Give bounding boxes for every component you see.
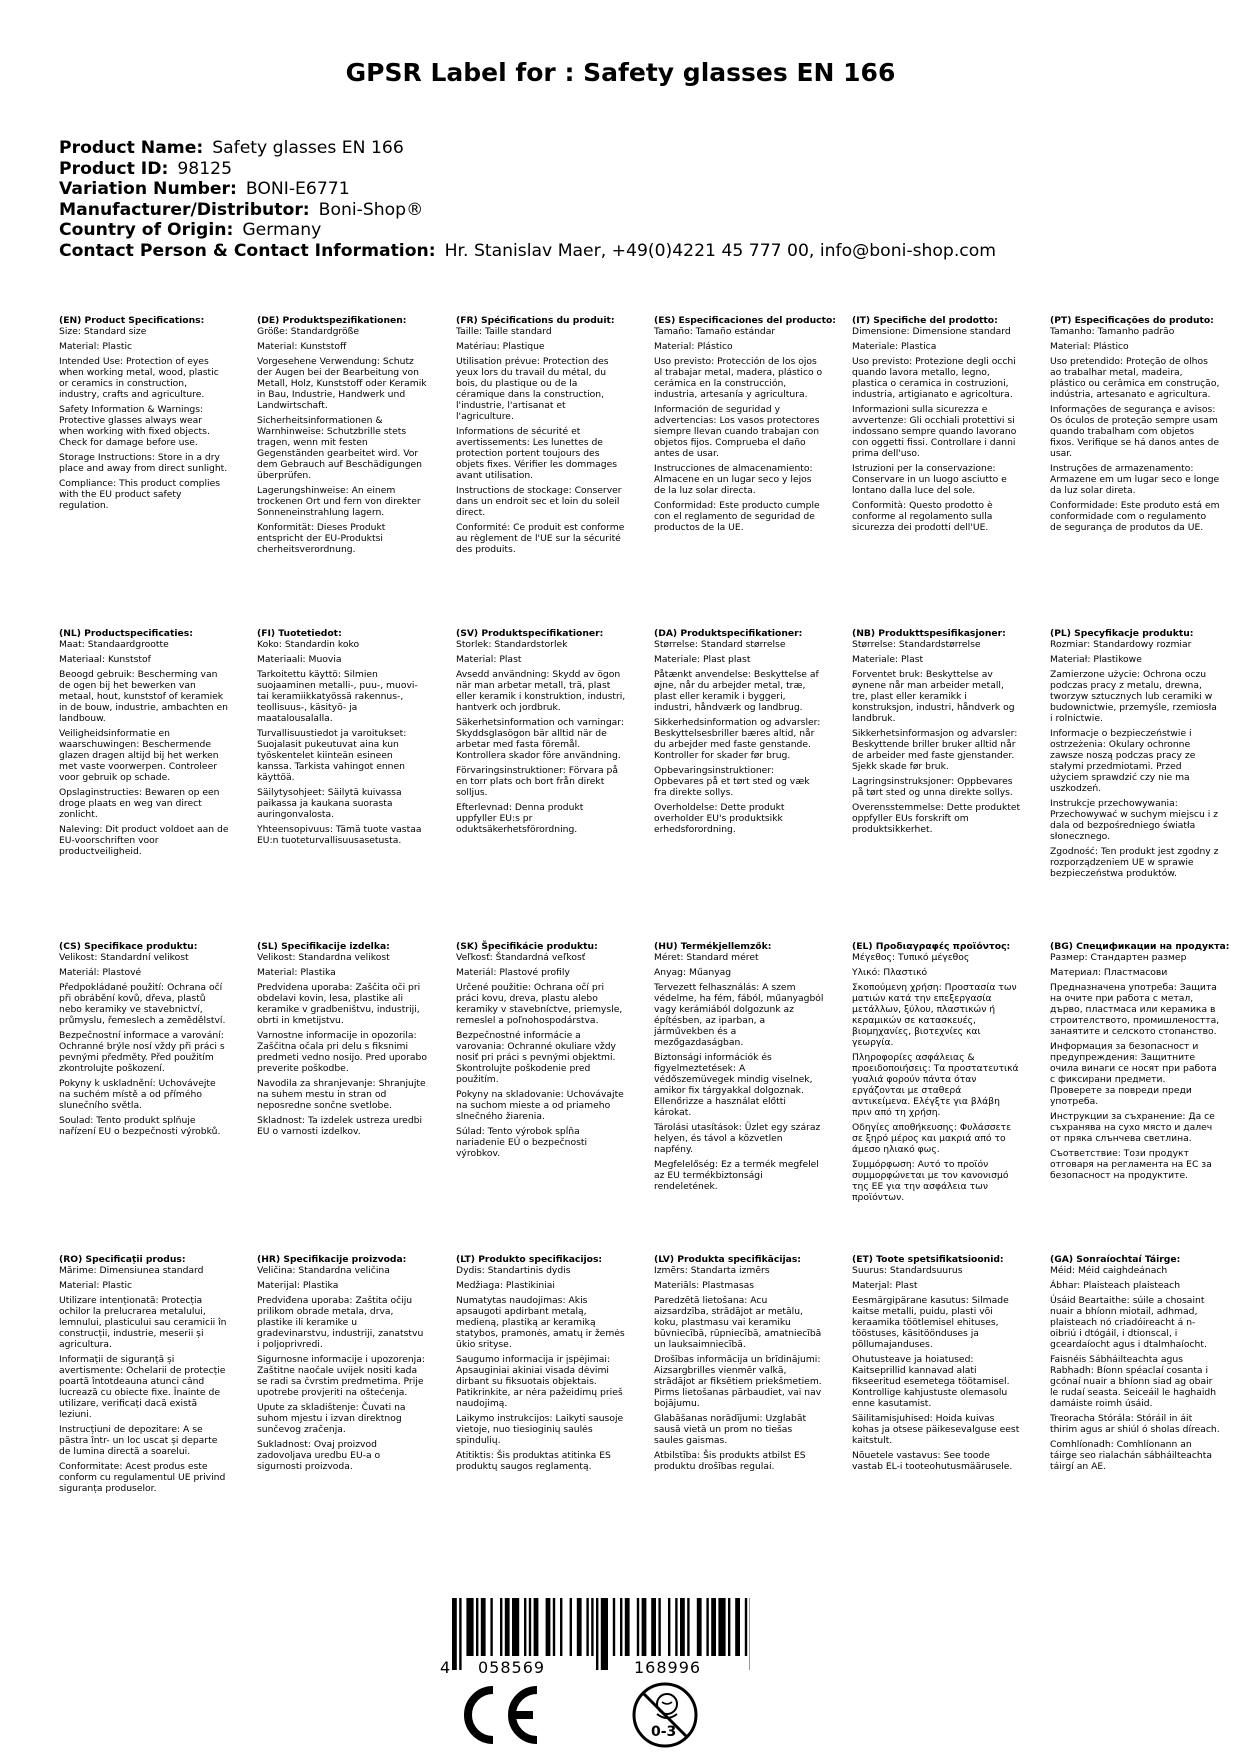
spec-line: Upute za skladištenje: Čuvati na suhom mjestu i izvan direktnog sunčevog zračenja. bbox=[257, 1402, 406, 1435]
spec-line: Eesmärgipärane kasutus: Silmade kaitse metalli, puidu, plasti või keraamika töötlemisel ehituses, tööstuses, käsitöönduses ja põllumajanduses. bbox=[852, 1295, 1009, 1350]
spec-line: Istruzioni per la conservazione: Conservare in un luogo asciutto e lontano dalla luce del sole. bbox=[852, 463, 1007, 496]
spec-line: Storlek: Standardstorlek bbox=[456, 639, 568, 650]
spec-line: Yhteensopivuus: Tämä tuote vastaa EU:n tuoteturvallisuusasetusta. bbox=[257, 824, 422, 846]
spec-line: Material: Plast bbox=[456, 654, 522, 665]
spec-line: Compliance: This product complies with the EU product safety regulation. bbox=[59, 478, 221, 511]
spec-heading: (PL) Specyfikacje produktu: bbox=[1050, 628, 1194, 639]
spec-line: Ábhar: Plaisteach plaisteach bbox=[1050, 1280, 1181, 1291]
info-value: Germany bbox=[242, 220, 322, 241]
spec-line: Συμμόρφωση: Αυτό το προϊόν συμμορφώνεται με τον κανονισμό της ΕΕ για την ασφάλεια των προϊόντων. bbox=[852, 1159, 1009, 1203]
spec-line: Megfelelőség: Ez a termék megfelel az EU termékbiztonsági rendeletének. bbox=[654, 1159, 819, 1192]
spec-line: Uso previsto: Protección de los ojos al trabajar metal, madera, plástico o cerámica en la construcción, industria, artesanía y agricultura. bbox=[654, 356, 823, 400]
barcode-bar bbox=[613, 1598, 615, 1656]
info-label: Variation Number: bbox=[59, 179, 237, 200]
spec-line: Konformität: Dieses Produkt entspricht der EU-Produktsi cherheitsverordnung. bbox=[257, 522, 386, 555]
spec-line: Материал: Пластмасови bbox=[1050, 967, 1168, 978]
barcode-bar bbox=[570, 1598, 572, 1656]
spec-line: Instruções de armazenamento: Armazene em um lugar seco e longe da luz solar direta. bbox=[1050, 463, 1220, 496]
spec-line: Saugumo informacija ir įspėjimai: Apsauginiai akiniai visada dėvimi dirbant su fiksuotais objektais. Patikrinkite, ar nėra pažeidimų prieš naudojimą. bbox=[456, 1354, 623, 1409]
spec-section bbox=[1050, 1254, 1220, 1476]
barcode-bar bbox=[546, 1598, 551, 1656]
spec-line: Materiaal: Kunststof bbox=[59, 654, 151, 665]
spec-line: Drošības informācija un brīdinājumi: Aizsargbrilles vienmēr valkā, strādājot ar fiksētiem priekšmetiem. Pirms lietošanas pārbaudiet, vai nav bojājumu. bbox=[654, 1354, 822, 1409]
info-product-id bbox=[59, 159, 1199, 180]
spec-section bbox=[257, 1254, 427, 1476]
spec-line: Material: Kunststoff bbox=[257, 341, 347, 352]
spec-section bbox=[654, 941, 824, 1196]
spec-line: Materijal: Plastika bbox=[257, 1280, 339, 1291]
barcode-digits-right: 168996 bbox=[634, 1658, 702, 1677]
barcode-bar bbox=[745, 1598, 747, 1656]
compliance-marks bbox=[0, 1680, 1241, 1750]
spec-line: Utilizare intenționată: Protecția ochilor la prelucrarea metalului, lemnului, plasticului sau ceramicii în construcții, industrie, meserii și agricultura. bbox=[59, 1295, 227, 1350]
spec-line: Atitiktis: Šis produktas atitinka ES produktų saugos reglamentą. bbox=[456, 1450, 611, 1472]
spec-line: Koko: Standardin koko bbox=[257, 639, 360, 650]
ce-mark-icon bbox=[455, 1682, 545, 1748]
spec-line: Zamierzone użycie: Ochrona oczu podczas pracy z metalu, drewna, tworzyw sztucznych lub ceramiki w budownictwie, przemyśle, rzemiosła i rolnictwie. bbox=[1050, 669, 1217, 724]
barcode-bar bbox=[735, 1598, 740, 1656]
spec-line: Laikymo instrukcijos: Laikyti sausoje vietoje, nuo tiesioginių saulės spindulių. bbox=[456, 1413, 624, 1446]
spec-line: Tervezett felhasználás: A szem védelme, ha fém, fából, műanyagból vagy kerámiából dolgozunk az építésben, az iparban, a járművekben és a mezőgazdaságban. bbox=[654, 982, 824, 1048]
spec-row bbox=[59, 628, 1239, 941]
spec-line: Predviđena uporaba: Zaštita očiju prilikom obrade metala, drva, plastike ili keramike u gradevinarstvu, industriji, zanatstvu i poljoprivredi. bbox=[257, 1295, 424, 1350]
barcode-bar bbox=[668, 1598, 670, 1656]
age-range-label: 0-3 bbox=[651, 1724, 677, 1740]
spec-line: Materiál: Plastové profily bbox=[456, 967, 570, 978]
spec-line: Förvaringsinstruktioner: Förvara på en torr plats och bort från direkt solljus. bbox=[456, 765, 618, 798]
barcode-bar bbox=[596, 1598, 598, 1670]
barcode-digits-left: 058569 bbox=[478, 1658, 546, 1677]
spec-line: Velikost: Standardní velikost bbox=[59, 952, 189, 963]
spec-line: Material: Plastic bbox=[59, 341, 133, 352]
spec-line: Vorgesehene Verwendung: Schutz der Augen bei der Bearbeitung von Metall, Holz, Kunststoff oder Keramik in Bau, Industrie, Handwerk und Landwirtschaft. bbox=[257, 356, 427, 411]
spec-section bbox=[654, 628, 824, 839]
barcode-bar bbox=[706, 1598, 708, 1656]
spec-line: Lagerungshinweise: An einem trockenen Ort und fern von direkter Sonneneinstrahlung lagern. bbox=[257, 485, 421, 518]
spec-line: Instructions de stockage: Conserver dans un endroit sec et loin du soleil direct. bbox=[456, 485, 622, 518]
spec-heading: (SK) Špecifikácie produktu: bbox=[456, 941, 598, 952]
barcode-bar bbox=[459, 1598, 461, 1670]
spec-line: Veiligheidsinformatie en waarschuwingen: Beschermende glazen dragen altijd bij het werken met vaste voorwerpen. Controleer voor gebruik op schade. bbox=[59, 728, 219, 783]
spec-line: Materiale: Plast plast bbox=[654, 654, 751, 665]
spec-line: Størrelse: Standard størrelse bbox=[654, 639, 786, 650]
spec-line: Opslaginstructies: Bewaren op een droge plaats en weg van direct zonlicht. bbox=[59, 787, 220, 820]
spec-section bbox=[59, 315, 229, 515]
barcode-bar bbox=[452, 1598, 457, 1670]
spec-line: Anyag: Műanyag bbox=[654, 967, 732, 978]
barcode-bar bbox=[642, 1598, 647, 1656]
spec-heading: (IT) Specifiche del prodotto: bbox=[852, 315, 998, 326]
spec-line: Informații de siguranță și avertismente: Ochelarii de protecție poartă întotdeauna atunci când lucrează cu obiecte fixe. Înainte de utilizare, verificați dacă există leziuni. bbox=[59, 1354, 226, 1420]
spec-line: Overholdelse: Dette produkt overholder EU's produktsikk erhedsforordning. bbox=[654, 802, 785, 835]
spec-line: Uso previsto: Protezione degli occhi quando lavora metallo, legno, plastica o ceramica in costruzioni, industria, artigianato e agricoltura. bbox=[852, 356, 1016, 400]
spec-line: Nõuetele vastavus: See toode vastab EL-i tooteohutusmääruselе. bbox=[852, 1450, 1013, 1472]
spec-line: Tamanho: Tamanho padrão bbox=[1050, 326, 1175, 337]
spec-line: Påtænkt anvendelse: Beskyttelse af øjne, når du arbejder metal, træ, plast eller keramik i byggeri, industri, håndværk og landbrug. bbox=[654, 669, 819, 713]
info-contact bbox=[59, 241, 1199, 262]
spec-line: Größe: Standardgröße bbox=[257, 326, 360, 337]
spec-line: Instrucciones de almacenamiento: Almacene en un lugar seco y lejos de la luz solar directa. bbox=[654, 463, 813, 496]
spec-heading: (DA) Produktspecifikationer: bbox=[654, 628, 803, 639]
not-for-children-0-3-icon bbox=[630, 1680, 700, 1750]
spec-line: Předpokládané použití: Ochrana očí při obrábění kovů, dřeva, plastů nebo keramiky ve stavebnictví, průmyslu, řemeslech a zemědělství. bbox=[59, 982, 226, 1026]
spec-line: Maat: Standaardgrootte bbox=[59, 639, 169, 650]
spec-line: Turvallisuustiedot ja varoitukset: Suojalasit pukeutuvat aina kun työskentelet kiinteän esineen kanssa. Tarkista vahingot ennen käyttöä. bbox=[257, 728, 407, 783]
spec-line: Atbilstība: Šis produkts atbilst ES produktu drošības regulai. bbox=[654, 1450, 806, 1472]
spec-line: Zgodność: Ten produkt jest zgodny z rozporządzeniem UE w sprawie bezpieczeństwa produktów. bbox=[1050, 846, 1219, 879]
spec-line: Soulad: Tento produkt splňuje nařízení EU o bezpečnosti výrobků. bbox=[59, 1115, 221, 1137]
spec-line: Materiaali: Muovia bbox=[257, 654, 342, 665]
spec-line: Размер: Стандартен размер bbox=[1050, 952, 1187, 963]
spec-line: Efterlevnad: Denna produkt uppfyller EU:s pr oduktsäkerhetsförordning. bbox=[456, 802, 584, 835]
barcode-bar bbox=[560, 1598, 562, 1656]
spec-line: Bezpečnostné informácie a varovania: Ochranné okuliare vždy nosiť pri práci s pevnými objektmi. Skontrolujte poškodenie pred použitím. bbox=[456, 1030, 616, 1085]
spec-section bbox=[852, 315, 1022, 537]
spec-line: Overensstemmelse: Dette produktet oppfyller EUs forskrift om produktsikkerhet. bbox=[852, 802, 1021, 835]
spec-line: Informations de sécurité et avertissements: Les lunettes de protection portent toujours des objets fixes. Vérifier les dommages avant utilisation. bbox=[456, 426, 618, 481]
spec-line: Forventet bruk: Beskyttelse av øynene når man arbeider metall, tre, plast eller keramikk i konstruksjon, industri, håndverk og landbruk. bbox=[852, 669, 1015, 724]
spec-line: Avsedd användning: Skydd av ögon när man arbetar metall, trä, plast eller keramik i konstruktion, industri, hantverk och jordbruk. bbox=[456, 669, 626, 713]
spec-line: Säkerhetsinformation och varningar: Skyddsglasögon bär alltid när de arbetar med fasta föremål. Kontrollera skador före användning. bbox=[456, 717, 625, 761]
barcode-digit-prefix: 4 bbox=[440, 1658, 451, 1677]
spec-line: Rozmiar: Standardowy rozmiar bbox=[1050, 639, 1192, 650]
spec-line: Utilisation prévue: Protection des yeux lors du travail du métal, du bois, du plastique ou de la céramique dans la construction, l'industrie, l'artisanat et l'agriculture. bbox=[456, 356, 609, 422]
spec-heading: (DE) Produktspezifikationen: bbox=[257, 315, 407, 326]
spec-row bbox=[59, 315, 1239, 628]
barcode-bar bbox=[591, 1598, 593, 1656]
spec-line: Varnostne informacije in opozorila: Zaščitna očala pri delu s fiksnimi predmeti vedno nosijo. Pred uporabo preverite poškodbe. bbox=[257, 1030, 427, 1074]
spec-line: Naleving: Dit product voldoet aan de EU-voorschriften voor productveiligheid. bbox=[59, 824, 229, 857]
spec-line: Súlad: Tento výrobok spĺňa nariadenie EÚ o bezpečnosti výrobkov. bbox=[456, 1126, 588, 1159]
spec-section bbox=[257, 628, 427, 850]
spec-section bbox=[59, 1254, 229, 1498]
spec-line: Størrelse: Standardstørrelse bbox=[852, 639, 981, 650]
spec-line: Lagringsinstruksjoner: Oppbevares på tørt sted og unna direkte sollys. bbox=[852, 776, 1013, 798]
spec-line: Uso pretendido: Proteção de olhos ao trabalhar metal, madeira, plástico ou cerâmica em construção, indústria, artesanato e agricultura. bbox=[1050, 356, 1220, 400]
spec-row bbox=[59, 1254, 1239, 1567]
spec-section bbox=[1050, 941, 1230, 1185]
spec-heading: (HU) Termékjellemzők: bbox=[654, 941, 772, 952]
barcode-bar bbox=[586, 1598, 588, 1656]
barcode-bar bbox=[697, 1598, 702, 1656]
spec-line: Intended Use: Protection of eyes when working metal, wood, plastic or ceramics in construction, industry, crafts and agriculture. bbox=[59, 356, 219, 400]
spec-heading: (HR) Specifikacije proizvoda: bbox=[257, 1254, 407, 1265]
barcode-bar bbox=[601, 1598, 608, 1670]
spec-section bbox=[59, 628, 229, 861]
barcode-bar bbox=[466, 1598, 473, 1656]
page-title: GPSR Label for : Safety glasses EN 166 bbox=[345, 58, 896, 87]
spec-line: Opbevaringsinstruktioner: Opbevares på et tørt sted og væk fra direkte sollys. bbox=[654, 765, 810, 798]
info-label: Manufacturer/Distributor: bbox=[59, 199, 310, 220]
spec-heading: (ES) Especificaciones del producto: bbox=[654, 315, 836, 326]
spec-line: Инструкции за съхранение: Да се съхранява на сухо място и далеч от пряка слънчева светлина. bbox=[1050, 1111, 1215, 1144]
spec-line: Pokyny na skladovanie: Uchovávajte na suchom mieste a od priameho slnečného žiarenia. bbox=[456, 1089, 624, 1122]
spec-line: Materiale: Plastica bbox=[852, 341, 937, 352]
spec-line: Material: Plastic bbox=[59, 1280, 133, 1291]
spec-section bbox=[456, 1254, 626, 1476]
info-label: Contact Person & Contact Information: bbox=[59, 240, 436, 261]
spec-line: Tárolási utasítások: Üzlet egy száraz helyen, és távol a közvetlen napfény. bbox=[654, 1122, 821, 1155]
spec-line: Safety Information & Warnings: Protective glasses always wear when working with fixed objects. Check for damage before use. bbox=[59, 404, 210, 448]
info-label: Country of Origin: bbox=[59, 220, 234, 241]
spec-line: Comhlíonadh: Comhlíonann an táirge seo rialachán sábháilteachta táirgí an AE. bbox=[1050, 1439, 1212, 1472]
info-value: BONI-E6771 bbox=[245, 179, 350, 200]
barcode-bar bbox=[524, 1598, 526, 1656]
spec-heading: (SV) Produktspecifikationer: bbox=[456, 628, 604, 639]
spec-line: Conformidad: Este producto cumple con el reglamento de seguridad de productos de la UE. bbox=[654, 500, 820, 533]
info-value: Hr. Stanislav Maer, +49(0)4221 45 777 00, info@boni-shop.com bbox=[444, 240, 997, 261]
spec-heading: (LT) Produkto specifikacijos: bbox=[456, 1254, 603, 1265]
spec-section bbox=[654, 1254, 824, 1476]
spec-line: Πληροφορίες ασφάλειας & προειδοποιήσεις: Τα προστατευτικά γυαλιά φορούν πάντα όταν εργάζονται με σταθερά αντικείμενα. Ελέγξτε για βλάβη πριν από τη χρήση. bbox=[852, 1052, 1019, 1118]
spec-line: Предназначена употреба: Защита на очите при работа с метал, дърво, пластмаса или керамика в строителството, промишлеността, занаятите и селското стопанство. bbox=[1050, 982, 1220, 1037]
spec-line: Materjal: Plast bbox=[852, 1280, 918, 1291]
barcode-bar bbox=[651, 1598, 656, 1656]
spec-line: Conformité: Ce produit est conforme au règlement de l'UE sur la sécurité des produits. bbox=[456, 522, 625, 555]
spec-line: Materiāls: Plastmasas bbox=[654, 1280, 755, 1291]
spec-line: Méret: Standard méret bbox=[654, 952, 759, 963]
spec-line: Säilitamisjuhised: Hoida kuivas kohas ja otsese päikesevalguse eest kaitstult. bbox=[852, 1413, 1020, 1446]
spec-line: Informações de segurança e avisos: Os óculos de proteção sempre usam quando trabalham com objetos fixos. Verifique se há danos antes de usar. bbox=[1050, 404, 1220, 459]
spec-heading: (LV) Produkta specifikācijas: bbox=[654, 1254, 801, 1265]
spec-line: Informacje o bezpieczeństwie i ostrzeżenia: Okulary ochronne zawsze noszą podczas pracy ze stałymi przedmiotami. Przed użyciem sprawdzić czy nie ma uszkodzeń. bbox=[1050, 728, 1196, 794]
spec-line: Instrucțiuni de depozitare: A se păstra într- un loc uscat și departe de lumina directă a soarelui. bbox=[59, 1424, 218, 1457]
spec-line: Информация за безопасност и предупреждения: Защитните очила винаги се носят при работа с фиксирани предмети. Проверете за повреди преди употреба. bbox=[1050, 1041, 1217, 1107]
spec-line: Predvidena uporaba: Zaščita oči pri obdelavi kovin, lesa, plastike ali keramike v gradbeništvu, industriji, obrti in kmetijstvu. bbox=[257, 982, 421, 1026]
info-label: Product Name: bbox=[59, 138, 204, 158]
spec-line: Conformidade: Este produto está em conformidade com o regulamento de segurança de produtos da UE. bbox=[1050, 500, 1220, 533]
info-value: Boni-Shop® bbox=[318, 199, 424, 220]
spec-line: Dydis: Standartinis dydis bbox=[456, 1265, 571, 1276]
spec-line: Glabāšanas norādījumi: Uzglabāt sausā vietā un prom no tiešas saules gaismas. bbox=[654, 1413, 807, 1446]
barcode-bar bbox=[658, 1598, 660, 1656]
spec-line: Size: Standard size bbox=[59, 326, 147, 337]
spec-line: Bezpečnostní informace a varování: Ochranné brýle nosí vždy při práci s pevnými předměty. Před použitím zkontrolujte poškození. bbox=[59, 1030, 225, 1074]
spec-line: Úsáid Beartaithe: súile a chosaint nuair a bhíonn miotail, adhmad, plaisteach nó criadóireacht á n-oibriú i dtógáil, i dtionscal, i gceardaíocht agus i dtalmhaíocht. bbox=[1050, 1295, 1207, 1350]
spec-line: Biztonsági információk és figyelmeztetések: A védőszemüvegek mindig viselnek, amikor fix tárgyakkal dolgoznak. Ellenőrizze a használat előtti károkat. bbox=[654, 1052, 813, 1118]
spec-heading: (NL) Productspecificaties: bbox=[59, 628, 193, 639]
spec-section bbox=[852, 1254, 1022, 1476]
barcode-bar bbox=[687, 1598, 689, 1656]
spec-line: Conformitate: Acest produs este conform cu regulamentul UE privind siguranța produselor. bbox=[59, 1461, 226, 1494]
spec-section bbox=[852, 628, 1022, 839]
spec-heading: (EL) Προδιαγραφές προϊόντος: bbox=[852, 941, 1011, 952]
spec-heading: (FI) Tuotetiedot: bbox=[257, 628, 342, 639]
spec-section bbox=[456, 628, 626, 839]
spec-heading: (FR) Spécifications du produit: bbox=[456, 315, 615, 326]
barcode-bar bbox=[481, 1598, 486, 1656]
spec-line: Säilytysohjeet: Säilytä kuivassa paikassa ja kaukana suorasta auringonvalosta. bbox=[257, 787, 402, 820]
barcode-bar bbox=[534, 1598, 539, 1656]
spec-section bbox=[456, 315, 626, 559]
barcode-bar bbox=[490, 1598, 492, 1656]
barcode-bar bbox=[529, 1598, 531, 1656]
info-value: Safety glasses EN 166 bbox=[212, 138, 404, 158]
spec-heading: (GA) Sonraíochtaí Táirge: bbox=[1050, 1254, 1181, 1265]
spec-line: Určené použitie: Ochrana očí pri práci kovu, dreva, plastu alebo keramiky v stavebníctve, priemysle, remeslel a poľnohospodárstva. bbox=[456, 982, 623, 1026]
spec-line: Materiał: Plastikowe bbox=[1050, 654, 1142, 665]
spec-line: Medžiaga: Plastikiniai bbox=[456, 1280, 555, 1291]
spec-line: Matériau: Plastique bbox=[456, 341, 545, 352]
spec-line: Faisnéis Sábháilteachta agus Rabhadh: Bíonn spéaclaí cosanta i gcónaí nuair a bhíonn siad ag obair le rudaí seasta. Seiceáil le haghaidh damáiste roimh úsáid. bbox=[1050, 1354, 1217, 1409]
spec-line: Navodila za shranjevanje: Shranjujte na suhem mestu in stran od neposredne sončne svetlobe. bbox=[257, 1078, 426, 1111]
spec-row bbox=[59, 941, 1239, 1254]
spec-line: Μέγεθος: Τυπικό μέγεθος bbox=[852, 952, 970, 963]
spec-line: Méid: Méid caighdeánach bbox=[1050, 1265, 1168, 1276]
spec-grid bbox=[59, 315, 1239, 1567]
spec-line: Sukladnost: Ovaj proizvod zadovoljava uredbu EU-a o sigurnosti proizvoda. bbox=[257, 1439, 381, 1472]
spec-heading: (NB) Produkttspesifikasjoner: bbox=[852, 628, 1006, 639]
spec-heading: (SL) Specifikacije izdelka: bbox=[257, 941, 390, 952]
spec-line: Съответствие: Този продукт отговаря на регламента на ЕС за безопасност на продуктите. bbox=[1050, 1148, 1212, 1181]
spec-line: Ohutusteave ja hoiatused: Kaitseprillid kannavad alati fikseeritud esemetega töötamisel. Kontrollige kahjustuste olemasolu enne kasutamist. bbox=[852, 1354, 1010, 1409]
barcode-bar bbox=[620, 1598, 622, 1656]
spec-line: Σκοπούμενη χρήση: Προστασία των ματιών κατά την επεξεργασία μετάλλων, ξύλου, πλαστικών ή κεραμικών σε κατασκευές, βιομηχανίες, βιοτεχνίες και γεωργία. bbox=[852, 982, 1017, 1048]
spec-heading: (EN) Product Specifications: bbox=[59, 315, 205, 326]
barcode-bar bbox=[711, 1598, 716, 1656]
spec-line: Υλικό: Πλαστικό bbox=[852, 967, 928, 978]
info-product-name bbox=[59, 138, 1199, 159]
spec-line: Suurus: Standardsuurus bbox=[852, 1265, 963, 1276]
spec-line: Material: Plastika bbox=[257, 967, 336, 978]
spec-line: Izmērs: Standarta izmērs bbox=[654, 1265, 770, 1276]
spec-line: Veľkosť: Štandardná veľkosť bbox=[456, 952, 586, 963]
spec-line: Dimensione: Dimensione standard bbox=[852, 326, 1011, 337]
spec-section bbox=[257, 315, 427, 559]
spec-section bbox=[257, 941, 427, 1141]
barcode-bar bbox=[728, 1598, 730, 1656]
spec-line: Skladnost: Ta izdelek ustreza uredbi EU o varnosti izdelkov. bbox=[257, 1115, 423, 1137]
spec-section bbox=[654, 315, 836, 537]
spec-line: Velikost: Standardna velikost bbox=[257, 952, 390, 963]
barcode-bar bbox=[637, 1598, 639, 1656]
info-label: Product ID: bbox=[59, 158, 169, 179]
spec-line: Storage Instructions: Store in a dry place and away from direct sunlight. bbox=[59, 452, 228, 474]
barcode-bar bbox=[553, 1598, 555, 1656]
spec-section bbox=[852, 941, 1022, 1207]
spec-line: Tamaño: Tamaño estándar bbox=[654, 326, 776, 337]
spec-heading: (PT) Especificações do produto: bbox=[1050, 315, 1214, 326]
barcode-bar bbox=[505, 1598, 510, 1656]
spec-line: Οδηγίες αποθήκευσης: Φυλάσσετε σε ξηρό μέρος και μακριά από το άμεσο ηλιακό φως. bbox=[852, 1122, 1012, 1155]
spec-line: Sicherheitsinformationen & Warnhinweise: Schutzbrille stets tragen, wenn mit festen Gegenständen gearbeitet wird. Vor dem Gebrauch auf Beschädigungen überprüfen. bbox=[257, 415, 423, 481]
spec-line: Informazioni sulla sicurezza e avvertenze: Gli occhiali protettivi si indossano sempre quando lavorano con oggetti fissi. Controllare i danni prima dell'uso. bbox=[852, 404, 1017, 459]
spec-line: Material: Plástico bbox=[1050, 341, 1129, 352]
barcode-bar bbox=[675, 1598, 677, 1656]
barcode-bar bbox=[577, 1598, 582, 1656]
spec-line: Pokyny k uskladnění: Uchovávejte na suchém místě a od přímého slunečního světla. bbox=[59, 1078, 216, 1111]
spec-line: Materiale: Plast bbox=[852, 654, 924, 665]
spec-section bbox=[59, 941, 229, 1141]
barcode-bar bbox=[512, 1598, 519, 1656]
info-value: 98125 bbox=[177, 158, 233, 179]
spec-line: Sikkerhedsinformation og advarsler: Beskyttelsesbriller bæres altid, når du arbejder med faste genstande. Kontroller for skader før brug. bbox=[654, 717, 821, 761]
spec-line: Mărime: Dimensiunea standard bbox=[59, 1265, 204, 1276]
product-info bbox=[59, 138, 1199, 262]
spec-line: Treoracha Stórála: Stóráil in áit thirim agus ar shiúl ó sholas díreach. bbox=[1050, 1413, 1220, 1435]
barcode-bar bbox=[476, 1598, 478, 1656]
spec-line: Sikkerhetsinformasjon og advarsler: Beskyttende briller bruker alltid når de arbeider med faste gjenstander. Sjekk skade før bruk. bbox=[852, 728, 1018, 772]
spec-line: Beoogd gebruik: Bescherming van de ogen bij het bewerken van metaal, hout, kunststof of keramiek in de bouw, industrie, ambachten en landbouw. bbox=[59, 669, 228, 724]
info-country bbox=[59, 220, 1199, 241]
spec-line: Materiál: Plastové bbox=[59, 967, 142, 978]
spec-line: Conformità: Questo prodotto è conforme al regolamento sulla sicurezza dei prodotti dell'UE. bbox=[852, 500, 993, 533]
spec-section bbox=[456, 941, 626, 1163]
spec-heading: (CS) Specifikace produktu: bbox=[59, 941, 198, 952]
spec-heading: (BG) Спецификации на продукта: bbox=[1050, 941, 1230, 952]
barcode-bar bbox=[680, 1598, 685, 1656]
spec-heading: (RO) Specificații produs: bbox=[59, 1254, 186, 1265]
spec-line: Veličina: Standardna veličina bbox=[257, 1265, 390, 1276]
spec-section bbox=[1050, 315, 1220, 537]
barcode-bar bbox=[718, 1598, 725, 1656]
spec-heading: (ET) Toote spetsifikatsioonid: bbox=[852, 1254, 1004, 1265]
spec-line: Material: Plástico bbox=[654, 341, 733, 352]
spec-line: Taille: Taille standard bbox=[456, 326, 552, 337]
spec-line: Información de seguridad y advertencias: Los vasos protectores siempre llevan cuando trabajan con objetos fijos. Comprueba el daño antes de usar. bbox=[654, 404, 820, 459]
spec-line: Sigurnosne informacije i upozorenja: Zaštitne naočale uvijek nositi kada se radi sa čvrstim predmetima. Prije upotrebe provjeriti na oštećenja. bbox=[257, 1354, 425, 1398]
spec-line: Paredzētā lietošana: Acu aizsardzība, strādājot ar metālu, koku, plastmasu vai keramiku būvniecībā, rūpniecībā, amatniecībā un lauksaimniecībā. bbox=[654, 1295, 822, 1350]
barcode-bar bbox=[625, 1598, 630, 1656]
info-manufacturer bbox=[59, 200, 1199, 221]
spec-line: Tarkoitettu käyttö: Silmien suojaaminen metalli-, puu-, muovi- tai keramiikkatyössä rakennus-, teollisuus-, käsityö- ja maatalousalalla. bbox=[257, 669, 418, 724]
spec-section bbox=[1050, 628, 1220, 883]
spec-line: Numatytas naudojimas: Akis apsaugoti apdirbant metalą, medieną, plastiką ar keramiką statybos, pramonės, amatų ir žemės ūkio srityse. bbox=[456, 1295, 625, 1350]
barcode-bar bbox=[500, 1598, 502, 1656]
spec-line: Instrukcje przechowywania: Przechowywać w suchym miejscu i z dala od bezpośredniego światła słonecznego. bbox=[1050, 798, 1219, 842]
info-variation-number bbox=[59, 179, 1199, 200]
